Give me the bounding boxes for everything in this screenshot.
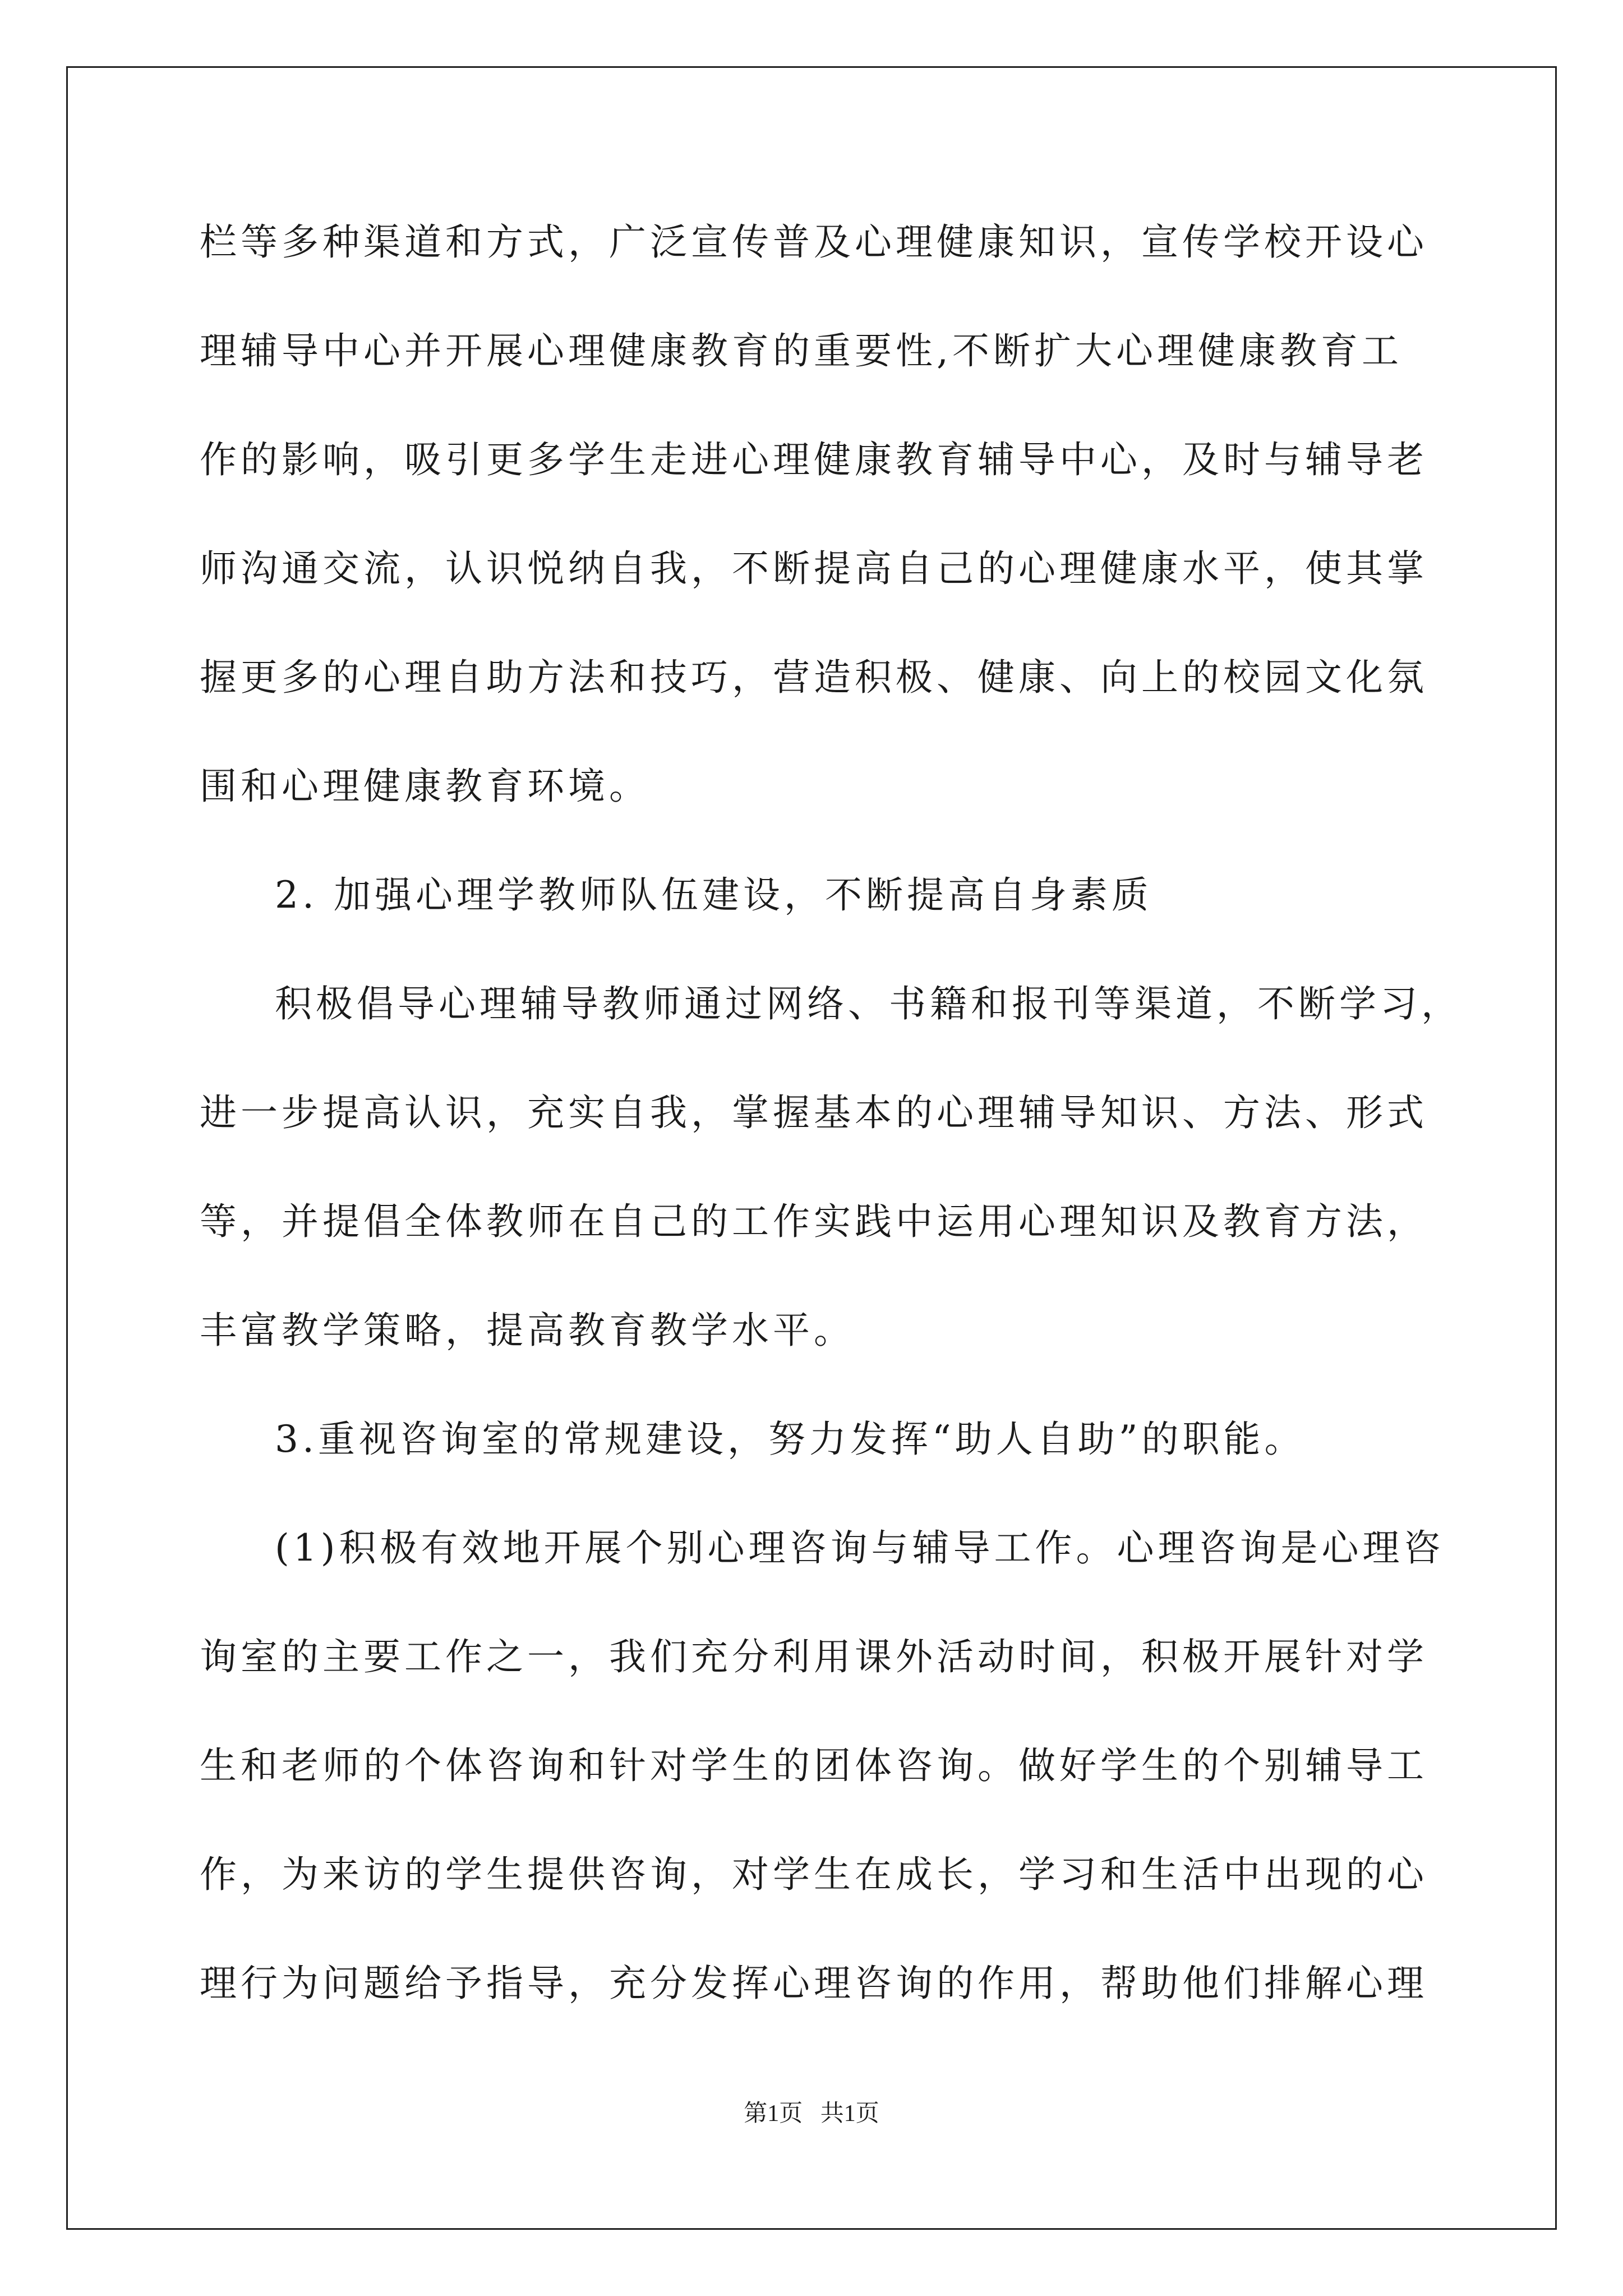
- text-line: 理辅导中心并开展心理健康教育的重要性,不断扩大心理健康教育工: [200, 329, 1403, 372]
- text-line: 等，并提倡全体教师在自己的工作实践中运用心理知识及教育方法，: [200, 1200, 1428, 1243]
- text-line: 栏等多种渠道和方式，广泛宣传普及心理健康知识，宣传学校开设心: [200, 220, 1428, 264]
- text-line: 围和心理健康教育环境。: [200, 765, 650, 808]
- text-line: 理行为问题给予指导，充分发挥心理咨询的作用，帮助他们排解心理: [200, 1962, 1428, 2005]
- text-line: 进一步提高认识，充实自我，掌握基本的心理辅导知识、方法、形式: [200, 1091, 1428, 1134]
- page-border: [66, 66, 1557, 2230]
- text-line: 作的影响，吸引更多学生走进心理健康教育辅导中心，及时与辅导老: [200, 438, 1428, 481]
- text-line: 丰富教学策略，提高教育教学水平。: [200, 1309, 855, 1352]
- page-footer: 第1页 共1页: [744, 2101, 879, 2127]
- text-line: 询室的主要工作之一，我们充分利用课外活动时间，积极开展针对学: [200, 1635, 1428, 1678]
- text-line: 握更多的心理自助方法和技巧，营造积极、健康、向上的校园文化氛: [200, 656, 1428, 699]
- text-line: (1)积极有效地开展个别心理咨询与辅导工作。心理咨询是心理咨: [275, 1526, 1445, 1570]
- text-line: 师沟通交流，认识悦纳自我，不断提高自己的心理健康水平，使其掌: [200, 547, 1428, 590]
- section-heading: 3.重视咨询室的常规建设，努力发挥“助人自助”的职能。: [275, 1418, 1306, 1461]
- text-line: 作，为来访的学生提供咨询，对学生在成长，学习和生活中出现的心: [200, 1853, 1428, 1896]
- text-line: 生和老师的个体咨询和针对学生的团体咨询。做好学生的个别辅导工: [200, 1744, 1428, 1787]
- text-line: 积极倡导心理辅导教师通过网络、书籍和报刊等渠道，不断学习，: [275, 982, 1462, 1025]
- section-heading: 2. 加强心理学教师队伍建设，不断提高自身素质: [275, 873, 1152, 917]
